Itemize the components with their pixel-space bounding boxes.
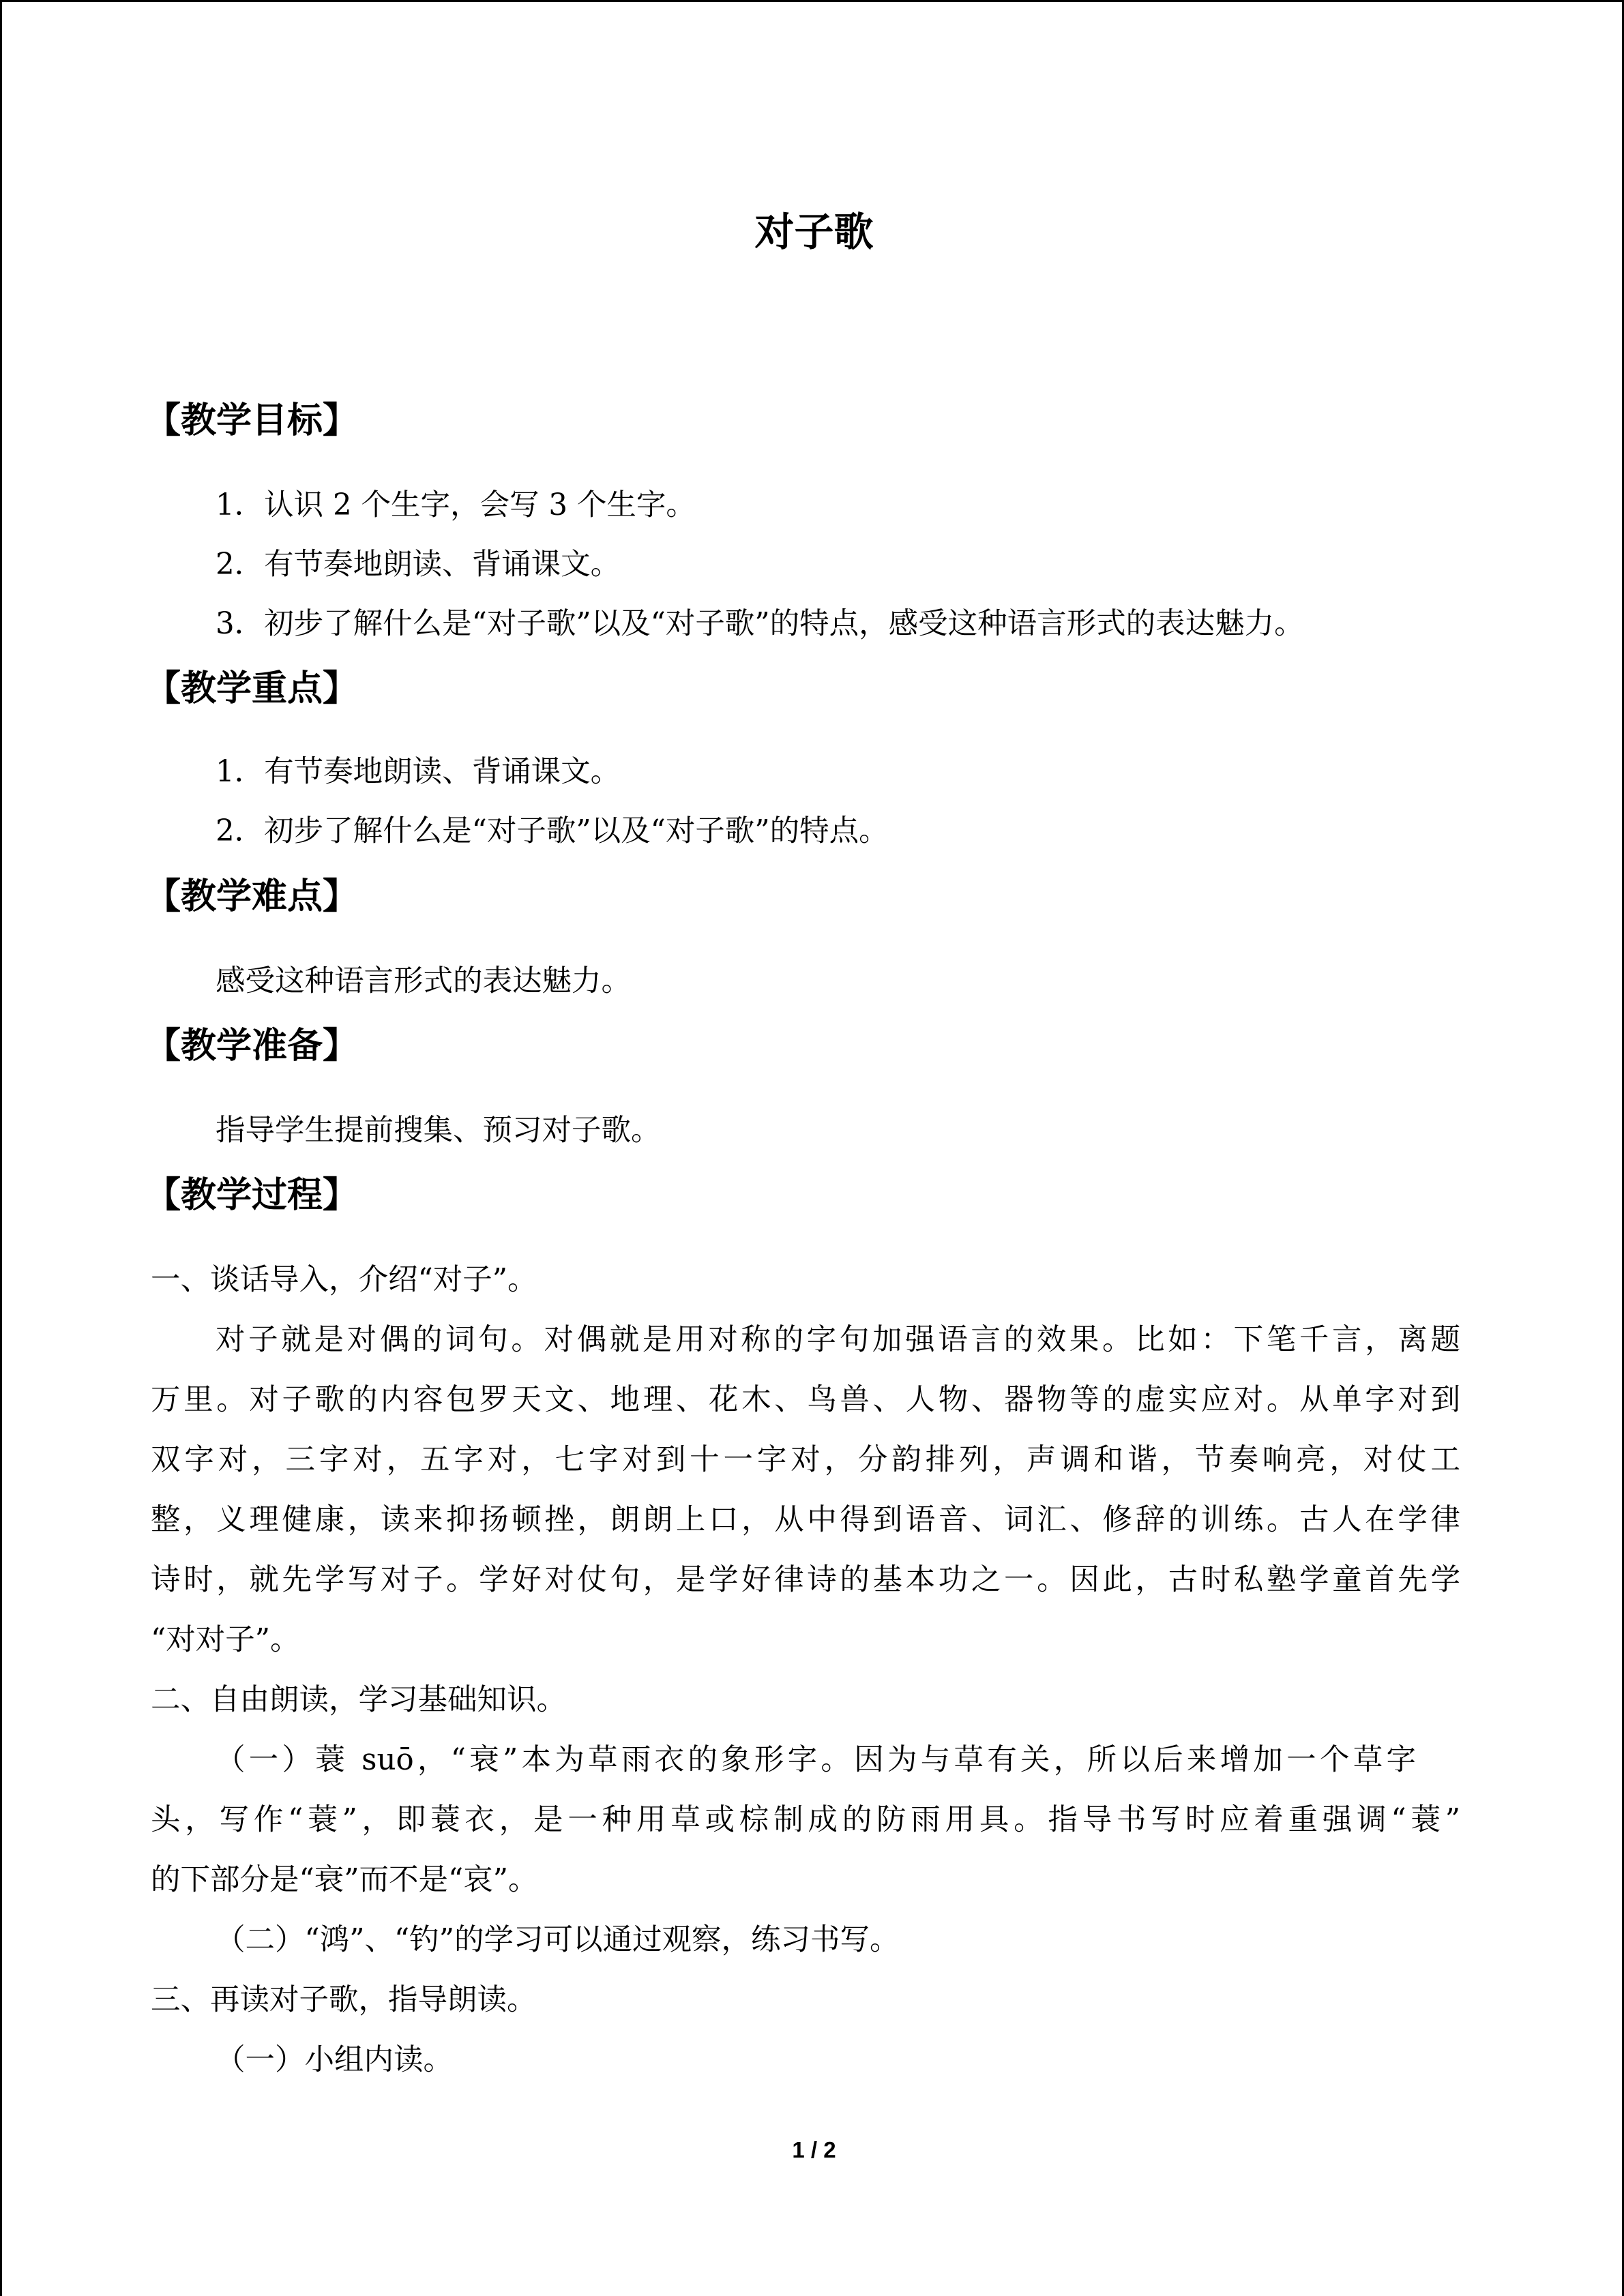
goal-item: 3．初步了解什么是“对子歌”以及“对子歌”的特点，感受这种语言形式的表达魅力。 <box>216 607 1304 641</box>
paragraph-line: 双字对，三字对，五字对，七字对到十一字对，分韵排列，声调和谐，节奏响亮，对仗工 <box>151 1443 1460 1477</box>
key-point-item: 2．初步了解什么是“对子歌”以及“对子歌”的特点。 <box>216 814 889 848</box>
paragraph-line: 头，写作“蓑”，即蓑衣，是一种用草或棕制成的防雨用具。指导书写时应着重强调“蓑” <box>151 1803 1460 1837</box>
paragraph-line: 整，义理健康，读来抑扬顿挫，朗朗上口，从中得到语音、词汇、修辞的训练。古人在学律 <box>151 1503 1460 1537</box>
key-point-item: 1．有节奏地朗读、背诵课文。 <box>216 755 621 789</box>
difficulty-text: 感受这种语言形式的表达魅力。 <box>216 964 631 998</box>
section-heading-difficulties: 【教学难点】 <box>145 876 359 917</box>
goal-item: 1．认识 2 个生字，会写 3 个生字。 <box>216 488 696 522</box>
process-step-title: 二、自由朗读，学习基础知识。 <box>151 1683 566 1717</box>
paragraph-line: 对子就是对偶的词句。对偶就是用对称的字句加强语言的效果。比如：下笔千言，离题 <box>216 1323 1460 1357</box>
document-title: 对子歌 <box>754 209 874 255</box>
section-heading-preparation: 【教学准备】 <box>145 1025 359 1067</box>
process-step-title: 三、再读对子歌，指导朗读。 <box>151 1983 537 2017</box>
section-heading-key-points: 【教学重点】 <box>145 668 359 709</box>
section-heading-process: 【教学过程】 <box>145 1174 359 1216</box>
paragraph-line: “对对子”。 <box>151 1623 300 1657</box>
page-number: 1 / 2 <box>792 2137 836 2162</box>
paragraph-line: （一）蓑 suō，“衰”本为草雨衣的象形字。因为与草有关，所以后来增加一个草字 <box>216 1743 1416 1777</box>
paragraph-line: （二）“鸿”、“钓”的学习可以通过观察，练习书写。 <box>216 1923 900 1957</box>
paragraph-line: 万里。对子歌的内容包罗天文、地理、花木、鸟兽、人物、器物等的虚实应对。从单字对到 <box>151 1383 1460 1417</box>
paragraph-line: （一）小组内读。 <box>216 2043 453 2077</box>
preparation-text: 指导学生提前搜集、预习对子歌。 <box>216 1114 661 1148</box>
goal-item: 2．有节奏地朗读、背诵课文。 <box>216 548 621 582</box>
paragraph-line: 的下部分是“衰”而不是“哀”。 <box>151 1863 538 1897</box>
section-heading-goals: 【教学目标】 <box>145 400 359 441</box>
process-step-title: 一、谈话导入，介绍“对子”。 <box>151 1263 537 1297</box>
paragraph-line: 诗时，就先学写对子。学好对仗句，是学好律诗的基本功之一。因此，古时私塾学童首先学 <box>151 1563 1460 1597</box>
